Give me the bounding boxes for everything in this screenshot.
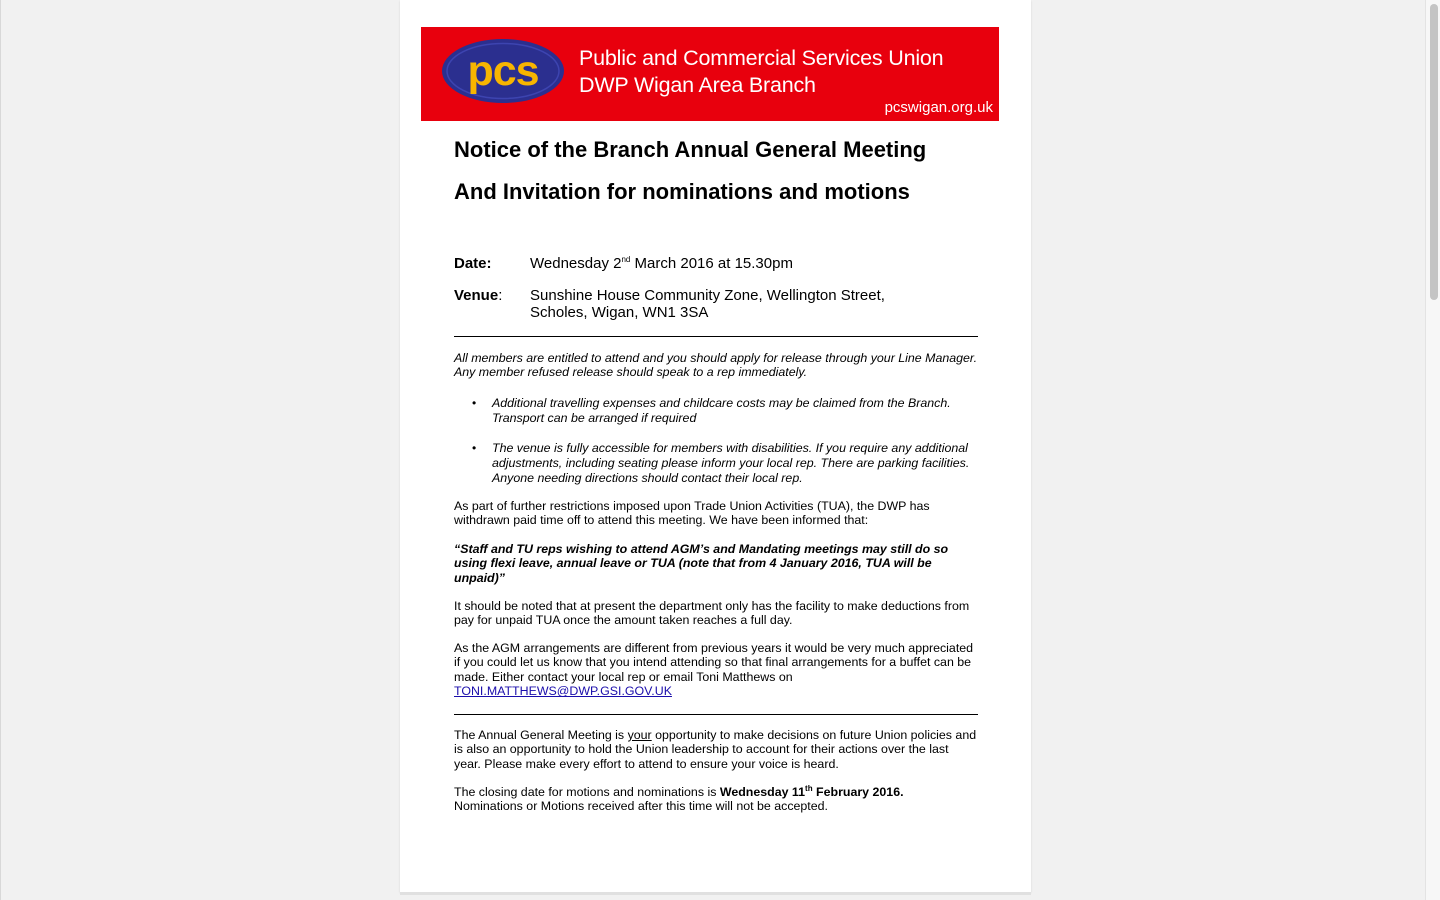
date-value: Wednesday 2nd March 2016 at 15.30pm [530, 255, 793, 272]
pcs-banner [421, 27, 999, 121]
scrollbar-thumb[interactable] [1430, 4, 1438, 300]
document-page [400, 0, 1031, 892]
bullet-text: Additional travelling expenses and childcare costs may be claimed from the Branch. Transport can be arranged if required [492, 396, 951, 425]
venue-label: Venue: [454, 287, 503, 304]
arrangements-paragraph: As the AGM arrangements are different from previous years it would be very much appreciated if you could let us know that you intend attending so that final arrangements for a buffet can be made. Either contact your local rep or email Toni Matthews on TONI.MATTHEWS@DWP.GSI.GOV.UK [454, 641, 974, 699]
bullet-icon: • [472, 396, 477, 410]
banner-union-name: Public and Commercial Services Union [579, 46, 944, 70]
banner-branch-name: DWP Wigan Area Branch [579, 73, 816, 97]
bullet-text: The venue is fully accessible for members with disabilities. If you require any additional adjustments, including seating please inform your local rep. There are parking facilities. Anyone needing directions should contact their local rep. [492, 441, 970, 485]
closing-date-paragraph: The closing date for motions and nominations is Wednesday 11th February 2016. Nominations or Motions received after this time will not be accepted. [454, 783, 904, 814]
pcs-logo-text: pcs [467, 47, 539, 95]
divider-bottom [454, 714, 978, 715]
deduction-paragraph: It should be noted that at present the department only has the facility to make deductions from pay for unpaid TUA once the amount taken reaches a full day. [454, 599, 970, 628]
pcs-logo-icon [441, 38, 565, 104]
viewer-left-edge [0, 0, 1, 900]
bullet-icon: • [472, 441, 477, 455]
date-label: Date: [454, 255, 492, 272]
page-bottom-edge [400, 892, 1031, 895]
agm-paragraph: The Annual General Meeting is your opportunity to make decisions on future Union policies and is also an opportunity to hold the Union leadership to account for their actions over the last year. Please make every effort to attend to ensure your voice is heard. [454, 728, 977, 771]
document-title: Notice of the Branch Annual General Meeting [454, 137, 927, 162]
email-link[interactable]: TONI.MATTHEWS@DWP.GSI.GOV.UK [454, 684, 672, 699]
venue-line-2: Scholes, Wigan, WN1 3SA [530, 304, 709, 321]
venue-line-1: Sunshine House Community Zone, Wellington Street, [530, 287, 885, 304]
dwp-quote: “Staff and TU reps wishing to attend AGM’s and Mandating meetings may still do so using flexi leave, annual leave or TUA (note that from 4 January 2016, TUA will be unpaid)” [454, 542, 949, 585]
divider-top [454, 336, 978, 337]
banner-website: pcswigan.org.uk [884, 99, 993, 116]
attendance-paragraph: All members are entitled to attend and you should apply for release through your Line Manager. Any member refused release should speak to a rep immediately. [454, 351, 978, 380]
vertical-scrollbar[interactable] [1425, 0, 1440, 900]
tua-paragraph: As part of further restrictions imposed upon Trade Union Activities (TUA), the DWP has withdrawn paid time off to attend this meeting. We have been informed that: [454, 499, 930, 528]
document-subtitle: And Invitation for nominations and motions [454, 179, 910, 204]
